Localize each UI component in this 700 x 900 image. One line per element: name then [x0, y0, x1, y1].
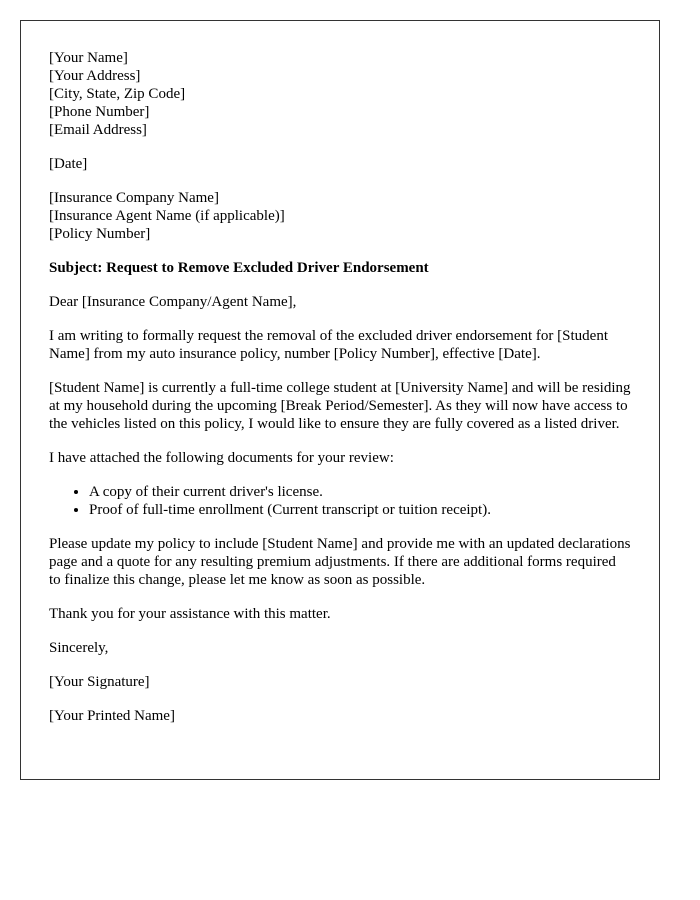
printed-name: [Your Printed Name] — [49, 708, 175, 724]
date-block — [49, 155, 631, 173]
list-item: • A copy of their current driver's license. — [89, 483, 631, 501]
recipient-block — [49, 189, 631, 243]
sender-phone: [Phone Number] — [49, 104, 150, 120]
attachments-list — [49, 483, 631, 519]
letter-document — [20, 20, 660, 780]
body-paragraph-1: I am writing to formally request the removal of the excluded driver endorsement for [Student Name] from my auto insurance policy, number [Policy Number], effective [Date]. — [49, 328, 608, 362]
signoff: Sincerely, — [49, 640, 109, 656]
sender-address: [Your Address] — [49, 68, 141, 84]
closing-paragraph-2: Thank you for your assistance with this matter. — [49, 606, 331, 622]
sender-name: [Your Name] — [49, 50, 128, 66]
recipient-agent: [Insurance Agent Name (if applicable)] — [49, 208, 285, 224]
recipient-company: [Insurance Company Name] — [49, 190, 219, 206]
sender-city-state-zip: [City, State, Zip Code] — [49, 86, 186, 102]
body-paragraph-2: [Student Name] is currently a full-time college student at [University Name] and will be residing at my household during the upcoming [Break Period/Semester]. As they will now have access to the vehicles listed on this policy, I would like to ensure they are fully covered as a listed driver. — [49, 380, 631, 432]
list-item: • Proof of full-time enrollment (Current transcript or tuition receipt). — [89, 501, 631, 519]
recipient-policy: [Policy Number] — [49, 226, 151, 242]
sender-email: [Email Address] — [49, 122, 147, 138]
letter-date: [Date] — [49, 156, 88, 172]
signature: [Your Signature] — [49, 674, 150, 690]
sender-block — [49, 49, 631, 139]
subject-line: Subject: Request to Remove Excluded Driver Endorsement — [49, 260, 429, 276]
body-paragraph-3: I have attached the following documents for your review: — [49, 450, 394, 466]
salutation: Dear [Insurance Company/Agent Name], — [49, 294, 297, 310]
closing-paragraph-1: Please update my policy to include [Student Name] and provide me with an updated declarations page and a quote for any resulting premium adjustments. If there are additional forms required to finalize this change, please let me know as soon as possible. — [49, 536, 631, 588]
